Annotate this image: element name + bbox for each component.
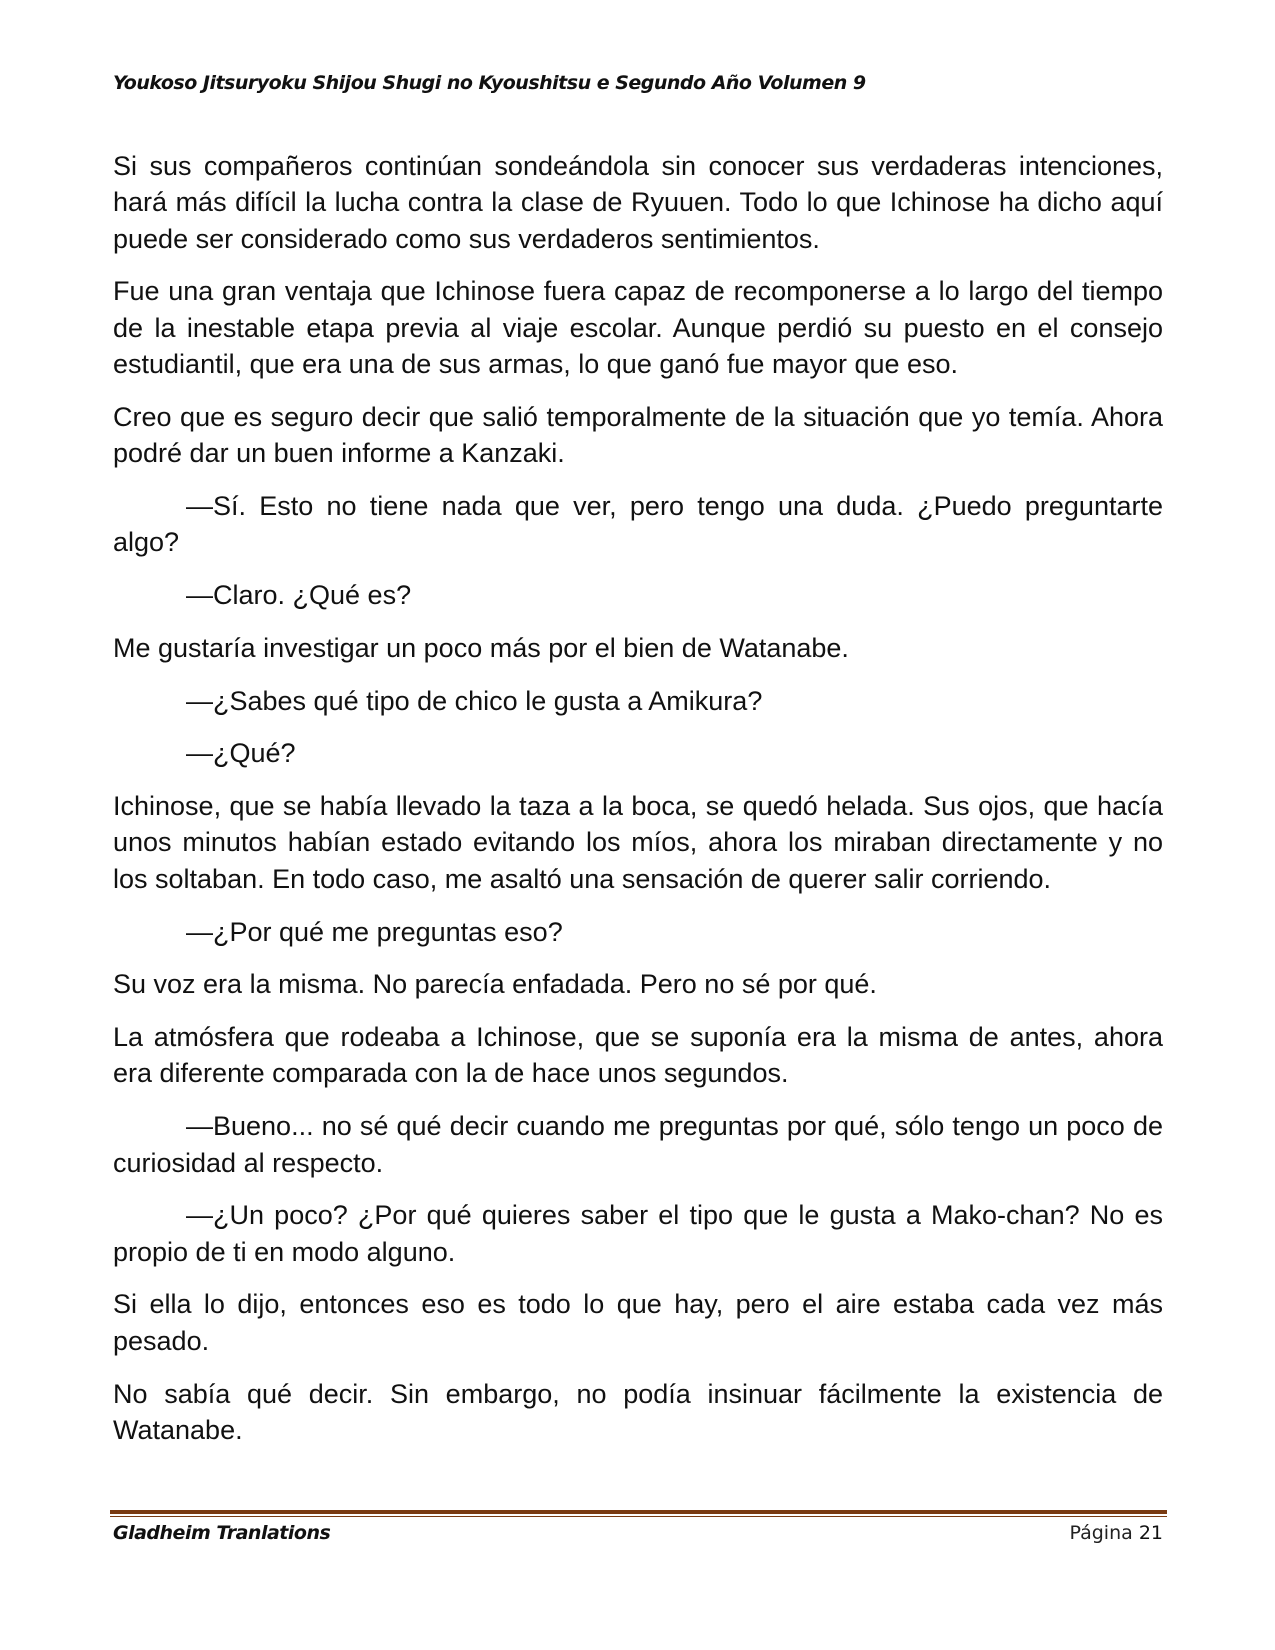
paragraph: No sabía qué decir. Sin embargo, no podía insinuar fácilmente la existencia de Watanabe. <box>113 1378 1163 1445</box>
footer-divider <box>110 1510 1167 1517</box>
dialogue-line: —Sí. Esto no tiene nada que ver, pero tengo una duda. ¿Puedo preguntarte algo? <box>113 490 1163 558</box>
footer-divider-thin <box>110 1516 1167 1517</box>
body-text <box>113 148 1163 1465</box>
dialogue-line: —¿Un poco? ¿Por qué quieres saber el tipo que le gusta a Mako-chan? No es propio de ti en modo alguno. <box>113 1200 1163 1267</box>
paragraph: Su voz era la misma. No parecía enfadada. Pero no sé por qué. <box>113 969 877 1000</box>
page-number-value: 21 <box>1138 1522 1163 1544</box>
footer-divider-thick <box>110 1510 1167 1514</box>
paragraph: Creo que es seguro decir que salió temporalmente de la situación que yo temía. Ahora podré dar un buen informe a Kanzaki. <box>113 401 1163 469</box>
paragraph: Si sus compañeros continúan sondeándola sin conocer sus verdaderas intenciones, hará más difícil la lucha contra la clase de Ryuuen. Todo lo que Ichinose ha dicho aquí puede ser considerado como sus verdaderos sentimientos. <box>113 151 1163 254</box>
dialogue-line: —¿Por qué me preguntas eso? <box>186 916 563 947</box>
paragraph: Fue una gran ventaja que Ichinose fuera capaz de recomponerse a lo largo del tiempo de la inestable etapa previa al viaje escolar. Aunque perdió su puesto en el consejo estudiantil, que era una de sus armas, lo que ganó fue mayor que eso. <box>113 276 1163 379</box>
dialogue-line: —Claro. ¿Qué es? <box>186 579 412 610</box>
footer-credit: Gladheim Tranlations <box>113 1522 331 1544</box>
dialogue-line: —Bueno... no sé qué decir cuando me preguntas por qué, sólo tengo un poco de curiosidad al respecto. <box>113 1111 1163 1178</box>
dialogue-line: —¿Qué? <box>186 738 296 769</box>
running-header: Youkoso Jitsuryoku Shijou Shugi no Kyoushitsu e Segundo Año Volumen 9 <box>113 72 866 94</box>
page-label: Página <box>1069 1522 1133 1544</box>
dialogue-line: —¿Sabes qué tipo de chico le gusta a Amikura? <box>186 685 763 716</box>
paragraph: Si ella lo dijo, entonces eso es todo lo que hay, pero el aire estaba cada vez más pesado. <box>113 1289 1163 1356</box>
paragraph: Ichinose, que se había llevado la taza a la boca, se quedó helada. Sus ojos, que hacía unos minutos habían estado evitando los míos, ahora los miraban directamente y no los soltaban. En todo caso, me asaltó una sensación de querer salir corriendo. <box>113 791 1163 894</box>
paragraph: La atmósfera que rodeaba a Ichinose, que se suponía era la misma de antes, ahora era diferente comparada con la de hace unos segundos. <box>113 1022 1163 1089</box>
paragraph: Me gustaría investigar un poco más por el bien de Watanabe. <box>113 632 849 663</box>
page-number <box>1069 1522 1163 1544</box>
